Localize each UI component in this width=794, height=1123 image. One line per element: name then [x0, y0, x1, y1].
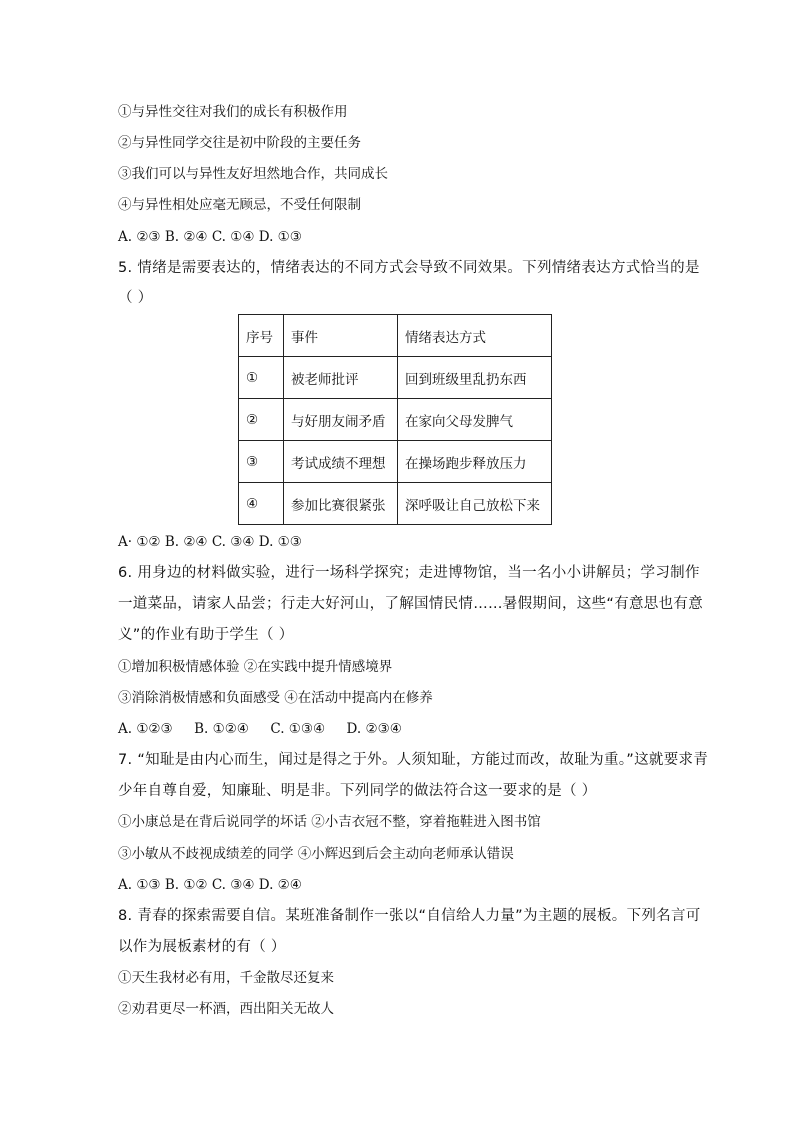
q4-answer-choices: A. ②③ B. ②④ C. ①④ D. ①③ [118, 229, 302, 245]
q5-stem-line-1: 5. 情绪是需要表达的，情绪表达的不同方式会导致不同效果。下列情绪表达方式恰当的是 [118, 260, 700, 276]
q8-option-1: ①天生我材必有用，千金散尽还复来 [118, 970, 334, 986]
q6-options-line-1: ①增加积极情感体验 ②在实践中提升情感境界 [118, 659, 393, 675]
table-cell: 在操场跑步释放压力 [398, 441, 552, 483]
q8-option-2: ②劝君更尽一杯酒，西出阳关无故人 [118, 1001, 334, 1017]
q5-emotion-table [238, 314, 552, 525]
table-cell: 与好朋友闹矛盾 [284, 399, 398, 441]
table-row [239, 357, 552, 399]
q8-stem-line-2: 以作为展板素材的有（ ） [118, 939, 286, 955]
q6-answer-choices: A. ①②③ B. ①②④ C. ①③④ D. ②③④ [118, 721, 402, 737]
table-header-cell: 情绪表达方式 [398, 315, 552, 357]
q7-answer-choices: A. ①③ B. ①② C. ③④ D. ②④ [118, 877, 302, 893]
q4-option-4: ④与异性相处应毫无顾忌，不受任何限制 [118, 197, 361, 213]
q6-stem-line-2: 一道菜品，请家人品尝；行走大好河山，了解国情民情……暑假期间，这些“有意思也有意 [118, 596, 704, 612]
q7-options-line-2: ③小敏从不歧视成绩差的同学 ④小辉迟到后会主动向老师承认错误 [118, 846, 514, 862]
table-cell: ④ [239, 483, 284, 525]
q6-stem-line-1: 6. 用身边的材料做实验，进行一场科学探究；走进博物馆，当一名小小讲解员；学习制作 [118, 565, 700, 581]
table-row [239, 399, 552, 441]
table-cell: ③ [239, 441, 284, 483]
table-cell: 回到班级里乱扔东西 [398, 357, 552, 399]
q6-stem-line-3: 义”的作业有助于学生（ ） [118, 627, 294, 643]
q5-stem-line-2: （ ） [118, 290, 153, 306]
q7-stem-line-1: 7. “知耻是由内心而生，闻过是得之于外。人须知耻，方能过而改，故耻为重。”这就要求青 [118, 752, 709, 768]
table-cell: 参加比赛很紧张 [284, 483, 398, 525]
table-cell: 考试成绩不理想 [284, 441, 398, 483]
q7-options-line-1: ①小康总是在背后说同学的坏话 ②小吉衣冠不整，穿着拖鞋进入图书馆 [118, 814, 541, 830]
q4-option-3: ③我们可以与异性友好坦然地合作，共同成长 [118, 166, 388, 182]
table-header-cell: 序号 [239, 315, 284, 357]
table-cell: ① [239, 357, 284, 399]
q4-option-1: ①与异性交往对我们的成长有积极作用 [118, 104, 348, 120]
q4-option-2: ②与异性同学交往是初中阶段的主要任务 [118, 135, 361, 151]
table-cell: ② [239, 399, 284, 441]
q6-options-line-2: ③消除消极情感和负面感受 ④在活动中提高内在修养 [118, 690, 433, 706]
table-cell: 被老师批评 [284, 357, 398, 399]
table-cell: 在家向父母发脾气 [398, 399, 552, 441]
table-row [239, 441, 552, 483]
table-header-row [239, 315, 552, 357]
q5-answer-choices: A· ①② B. ②④ C. ③④ D. ①③ [118, 534, 302, 550]
table-header-cell: 事件 [284, 315, 398, 357]
q8-stem-line-1: 8. 青春的探索需要自信。某班准备制作一张以“自信给人力量”为主题的展板。下列名言可 [118, 908, 701, 924]
table-row [239, 483, 552, 525]
q7-stem-line-2: 少年自尊自爱，知廉耻、明是非。下列同学的做法符合这一要求的是（ ） [118, 783, 597, 799]
table-cell: 深呼吸让自己放松下来 [398, 483, 552, 525]
